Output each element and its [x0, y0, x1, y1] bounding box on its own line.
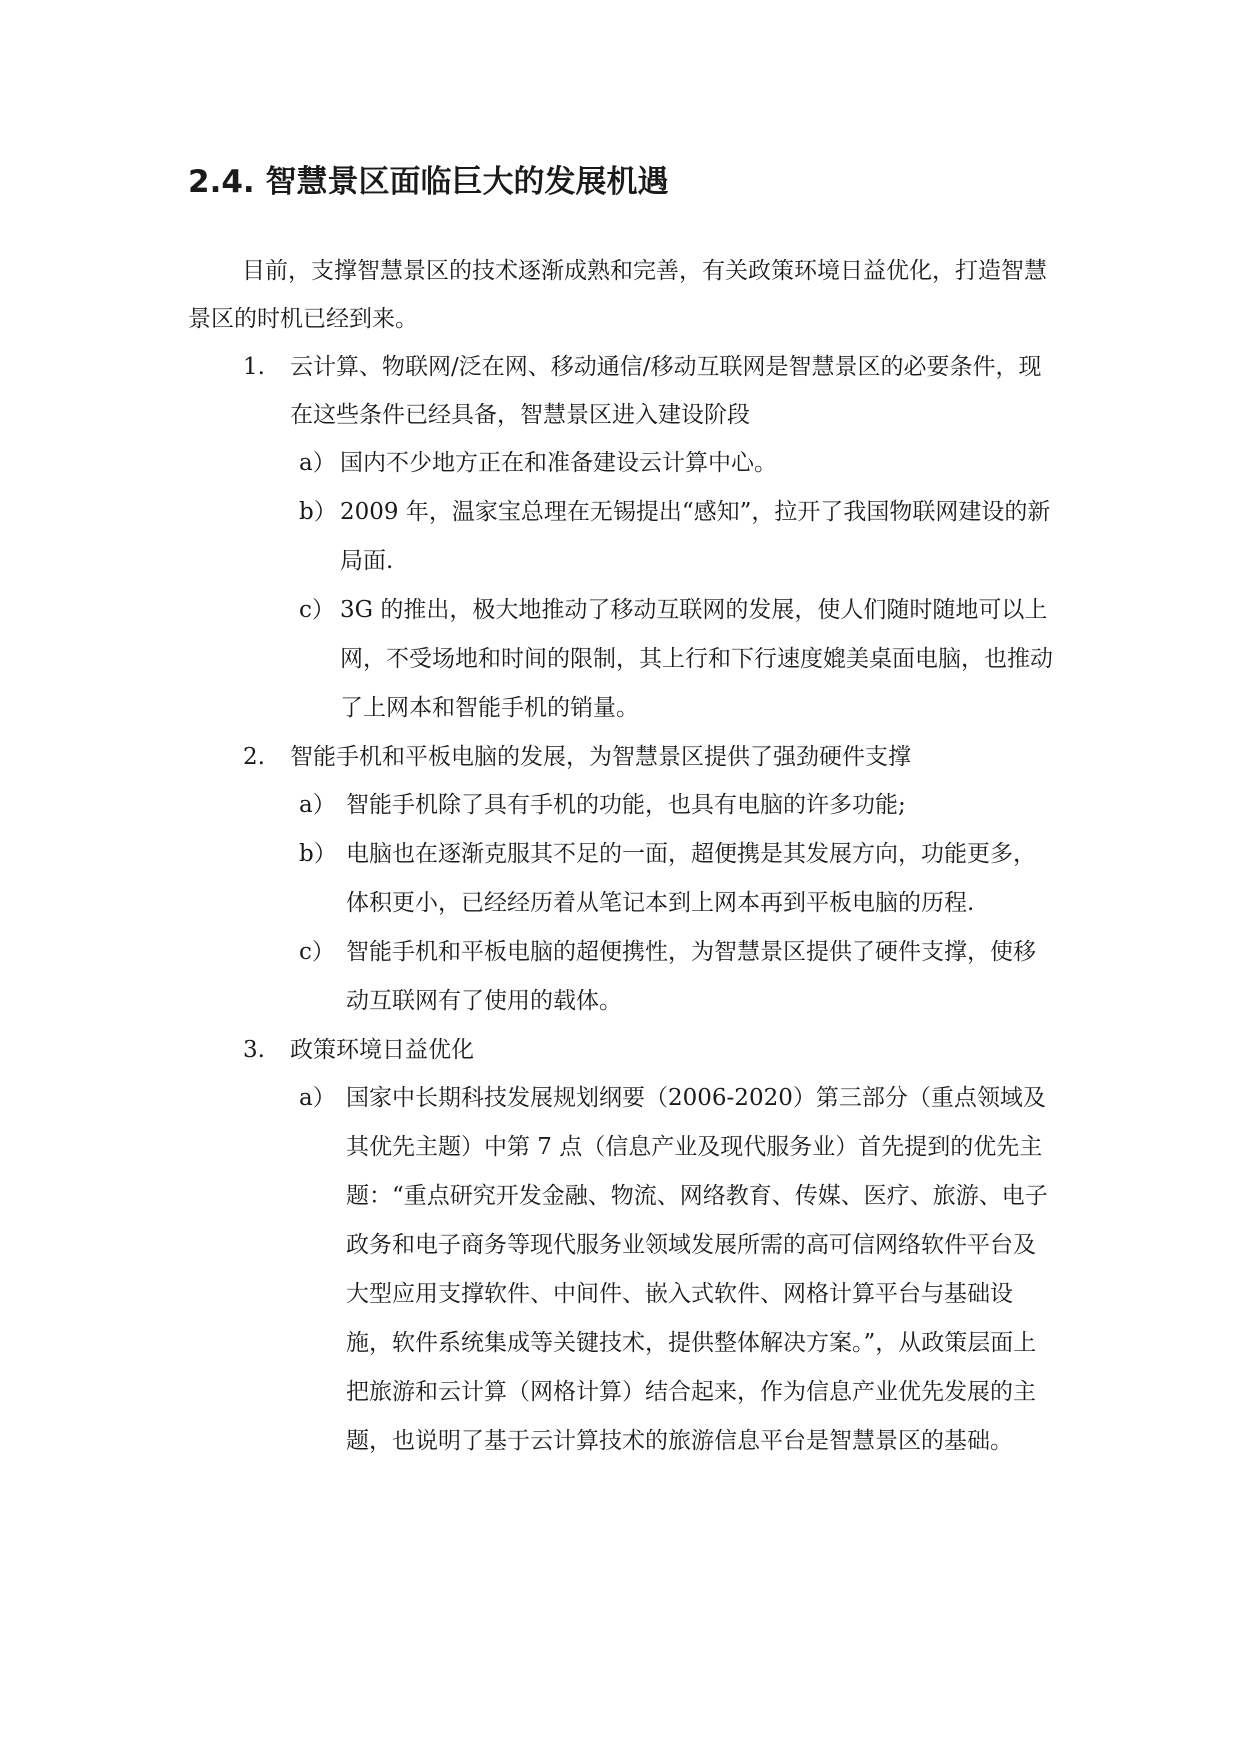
subitem-1c	[188, 586, 1053, 733]
subitem-1a-text: 国内不少地方正在和准备建设云计算中心。	[340, 450, 777, 476]
subitem-1b	[188, 488, 1053, 586]
list-item-3-text: 政策环境日益优化	[290, 1037, 474, 1063]
list-item-3-subitems	[188, 1074, 1053, 1466]
list-item-2-number: 2.	[243, 744, 265, 770]
numbered-list	[188, 343, 1053, 1466]
subitem-1c-marker: c）	[299, 597, 335, 623]
list-item-2	[188, 733, 1053, 1026]
intro-paragraph: 目前，支撑智慧景区的技术逐渐成熟和完善，有关政策环境日益优化，打造智慧景区的时机已经到来。	[188, 258, 1047, 332]
list-item-1-text: 云计算、物联网/泛在网、移动通信/移动互联网是智慧景区的必要条件，现在这些条件已经具备，智慧景区进入建设阶段	[290, 354, 1042, 428]
subitem-2c	[188, 928, 1053, 1026]
subitem-1a	[188, 439, 1053, 488]
subitem-1b-text: 2009 年，温家宝总理在无锡提出“感知”，拉开了我国物联网建设的新局面.	[340, 499, 1051, 574]
subitem-3a	[188, 1074, 1053, 1466]
subitem-1a-marker: a）	[299, 450, 336, 476]
list-item-1	[188, 343, 1053, 733]
subitem-2b-marker: b）	[299, 841, 337, 867]
subitem-2a-text: 智能手机除了具有手机的功能，也具有电脑的许多功能;	[346, 792, 906, 818]
subitem-2a	[188, 781, 1053, 830]
list-item-1-number: 1.	[243, 354, 265, 380]
subitem-2a-marker: a）	[299, 792, 336, 818]
list-item-3	[188, 1026, 1053, 1466]
list-item-3-number: 3.	[243, 1037, 265, 1063]
subitem-2c-marker: c）	[299, 939, 335, 965]
list-item-2-subitems	[188, 781, 1053, 1026]
subitem-2c-text: 智能手机和平板电脑的超便携性，为智慧景区提供了硬件支撑，使移动互联网有了使用的载体。	[346, 939, 1036, 1014]
list-item-1-subitems	[188, 439, 1053, 733]
subitem-3a-text: 国家中长期科技发展规划纲要（2006-2020）第三部分（重点领域及其优先主题）中第 7 点（信息产业及现代服务业）首先提到的优先主题：“重点研究开发金融、物流、网络教育、传媒、医疗、旅游、电子政务和电子商务等现代服务业领域发展所需的高可信网络软件平台及大型应用支撑软件、中间件、嵌入式软件、网格计算平台与基础设施，软件系统集成等关键技术，提供整体解决方案。”，从政策层面上把旅游和云计算（网格计算）结合起来，作为信息产业优先发展的主题，也说明了基于云计算技术的旅游信息平台是智慧景区的基础。	[346, 1085, 1048, 1454]
section-heading: 2.4. 智慧景区面临巨大的发展机遇	[188, 164, 669, 200]
list-item-2-text: 智能手机和平板电脑的发展，为智慧景区提供了强劲硬件支撑	[290, 744, 911, 770]
subitem-3a-marker: a）	[299, 1085, 336, 1111]
subitem-2b	[188, 830, 1053, 928]
subitem-2b-text: 电脑也在逐渐克服其不足的一面，超便携是其发展方向，功能更多，体积更小，已经经历着从笔记本到上网本再到平板电脑的历程.	[346, 841, 1036, 916]
subitem-1c-text: 3G 的推出，极大地推动了移动互联网的发展，使人们随时随地可以上网，不受场地和时间的限制，其上行和下行速度媲美桌面电脑，也推动了上网本和智能手机的销量。	[340, 597, 1053, 721]
subitem-1b-marker: b）	[299, 499, 337, 525]
